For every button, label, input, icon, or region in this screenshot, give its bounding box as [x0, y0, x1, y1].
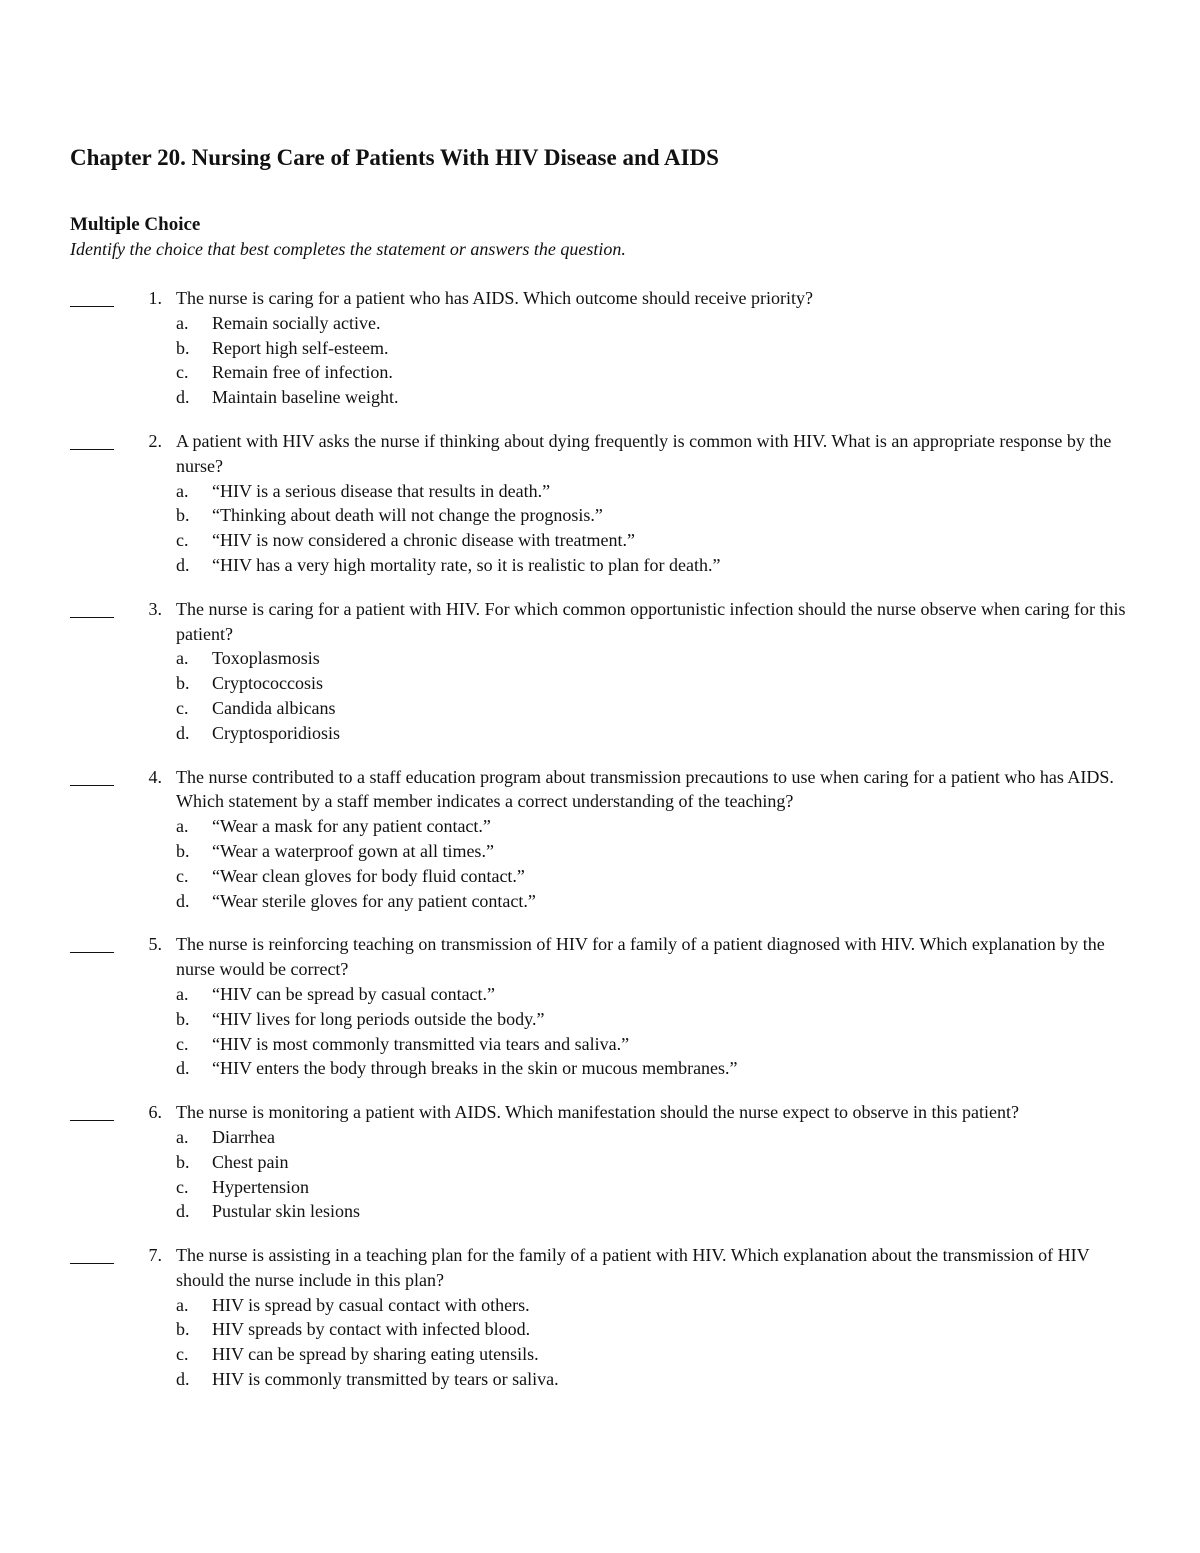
answer-blank[interactable]: [70, 1243, 114, 1264]
question-number: 6.: [148, 1102, 162, 1123]
question-2: [0, 429, 1200, 578]
option-letter: b.: [176, 1008, 190, 1029]
option-text: Candida albicans: [212, 697, 336, 718]
question-number: 3.: [148, 598, 162, 619]
answer-blank[interactable]: [70, 932, 114, 953]
question-4: [0, 765, 1200, 914]
option-text: “HIV is a serious disease that results in death.”: [212, 480, 551, 501]
question-stem: The nurse is caring for a patient who has AIDS. Which outcome should receive priority?: [176, 288, 813, 308]
question-number: 7.: [148, 1245, 162, 1266]
option-b: [176, 671, 1200, 696]
option-d: [176, 1367, 1200, 1392]
option-letter: b.: [176, 337, 190, 358]
option-c: [176, 1175, 1200, 1200]
option-text: Remain free of infection.: [212, 362, 393, 383]
option-c: [176, 1342, 1200, 1367]
option-list: [0, 479, 1200, 578]
option-text: “Thinking about death will not change the prognosis.”: [212, 505, 603, 526]
question-stem: The nurse is assisting in a teaching plan for the family of a patient with HIV. Which explanation about the transmission of HIV should the nurse include in this plan?: [176, 1245, 1090, 1290]
section-heading: Multiple Choice: [70, 214, 201, 235]
question-3: [0, 597, 1200, 746]
option-letter: d.: [176, 1369, 190, 1390]
option-c: [176, 696, 1200, 721]
question-7: [0, 1243, 1200, 1392]
instructions: Identify the choice that best completes the statement or answers the question.: [70, 239, 626, 259]
option-a: [176, 1125, 1200, 1150]
option-text: Cryptosporidiosis: [212, 722, 341, 743]
option-c: [176, 528, 1200, 553]
option-text: “Wear sterile gloves for any patient contact.”: [212, 890, 536, 911]
option-a: [176, 311, 1200, 336]
option-letter: c.: [176, 1344, 189, 1365]
option-letter: a.: [176, 816, 189, 837]
option-d: [176, 721, 1200, 746]
option-letter: c.: [176, 1176, 189, 1197]
option-c: [176, 360, 1200, 385]
option-text: Diarrhea: [212, 1126, 275, 1147]
option-text: “Wear a waterproof gown at all times.”: [212, 840, 494, 861]
option-text: “HIV lives for long periods outside the body.”: [212, 1008, 545, 1029]
option-text: Toxoplasmosis: [212, 648, 320, 669]
option-text: “Wear clean gloves for body fluid contact.”: [212, 865, 525, 886]
option-text: Maintain baseline weight.: [212, 387, 399, 408]
option-letter: a.: [176, 312, 189, 333]
option-d: [176, 889, 1200, 914]
option-a: [176, 479, 1200, 504]
option-text: Report high self-esteem.: [212, 337, 389, 358]
question-1: [0, 286, 1200, 410]
option-letter: d.: [176, 890, 190, 911]
option-letter: b.: [176, 1319, 190, 1340]
option-letter: b.: [176, 505, 190, 526]
option-b: [176, 503, 1200, 528]
option-text: “HIV has a very high mortality rate, so it is realistic to plan for death.”: [212, 554, 721, 575]
option-text: HIV can be spread by sharing eating utensils.: [212, 1344, 539, 1365]
question-number: 5.: [148, 934, 162, 955]
option-b: [176, 1007, 1200, 1032]
option-letter: d.: [176, 1058, 190, 1079]
question-list: [0, 286, 1200, 1411]
option-list: [0, 982, 1200, 1081]
option-letter: b.: [176, 673, 190, 694]
question-stem: The nurse is reinforcing teaching on transmission of HIV for a family of a patient diagnosed with HIV. Which explanation by the nurse would be correct?: [176, 934, 1105, 980]
option-list: [0, 1125, 1200, 1224]
answer-blank[interactable]: [70, 597, 114, 618]
option-letter: a.: [176, 1294, 189, 1315]
option-b: [176, 839, 1200, 864]
option-letter: a.: [176, 983, 189, 1004]
option-text: Chest pain: [212, 1151, 289, 1172]
option-letter: a.: [176, 648, 189, 669]
question-stem: The nurse is caring for a patient with HIV. For which common opportunistic infection should the nurse observe when caring for this patient?: [176, 598, 1126, 644]
answer-blank[interactable]: [70, 765, 114, 786]
option-b: [176, 336, 1200, 361]
option-text: “HIV is now considered a chronic disease with treatment.”: [212, 530, 636, 551]
option-a: [176, 646, 1200, 671]
option-letter: d.: [176, 554, 190, 575]
option-letter: c.: [176, 1033, 189, 1054]
option-text: Pustular skin lesions: [212, 1201, 361, 1222]
option-letter: a.: [176, 480, 189, 501]
option-text: “Wear a mask for any patient contact.”: [212, 816, 491, 837]
question-stem: The nurse contributed to a staff education program about transmission precautions to use when caring for a patient who has AIDS. Which statement by a staff member indicates a correct understanding of the teaching?: [176, 766, 1114, 812]
question-number: 2.: [148, 430, 162, 451]
option-list: [0, 311, 1200, 410]
option-letter: a.: [176, 1126, 189, 1147]
option-a: [176, 982, 1200, 1007]
option-letter: c.: [176, 362, 189, 383]
option-list: [0, 646, 1200, 745]
option-text: HIV is spread by casual contact with others.: [212, 1294, 530, 1315]
option-letter: c.: [176, 697, 189, 718]
option-list: [0, 1293, 1200, 1392]
option-letter: d.: [176, 387, 190, 408]
option-d: [176, 1056, 1200, 1081]
option-text: “HIV is most commonly transmitted via tears and saliva.”: [212, 1033, 630, 1054]
option-text: “HIV enters the body through breaks in the skin or mucous membranes.”: [212, 1058, 738, 1079]
option-b: [176, 1150, 1200, 1175]
option-text: Remain socially active.: [212, 312, 381, 333]
option-letter: d.: [176, 1201, 190, 1222]
option-letter: c.: [176, 865, 189, 886]
option-letter: b.: [176, 840, 190, 861]
option-text: HIV is commonly transmitted by tears or saliva.: [212, 1369, 559, 1390]
option-a: [176, 814, 1200, 839]
option-list: [0, 814, 1200, 913]
option-text: Hypertension: [212, 1176, 309, 1197]
answer-blank[interactable]: [70, 429, 114, 450]
question-stem: A patient with HIV asks the nurse if thinking about dying frequently is common with HIV. What is an appropriate response by the nurse?: [176, 430, 1112, 476]
question-stem: The nurse is monitoring a patient with AIDS. Which manifestation should the nurse expect to observe in this patient?: [176, 1102, 1019, 1123]
answer-blank[interactable]: [70, 1100, 114, 1121]
question-6: [0, 1100, 1200, 1224]
option-text: HIV spreads by contact with infected blood.: [212, 1319, 531, 1340]
option-c: [176, 864, 1200, 889]
option-d: [176, 1199, 1200, 1224]
question-number: 1.: [148, 288, 162, 308]
option-letter: c.: [176, 530, 189, 551]
option-b: [176, 1317, 1200, 1342]
answer-blank[interactable]: [70, 286, 114, 307]
option-text: “HIV can be spread by casual contact.”: [212, 983, 496, 1004]
option-d: [176, 553, 1200, 578]
page-title: Chapter 20. Nursing Care of Patients With HIV Disease and AIDS: [70, 145, 719, 170]
option-d: [176, 385, 1200, 410]
option-c: [176, 1032, 1200, 1057]
question-number: 4.: [148, 766, 162, 787]
option-letter: b.: [176, 1151, 190, 1172]
option-a: [176, 1293, 1200, 1318]
question-5: [0, 932, 1200, 1081]
option-text: Cryptococcosis: [212, 673, 323, 694]
option-letter: d.: [176, 722, 190, 743]
